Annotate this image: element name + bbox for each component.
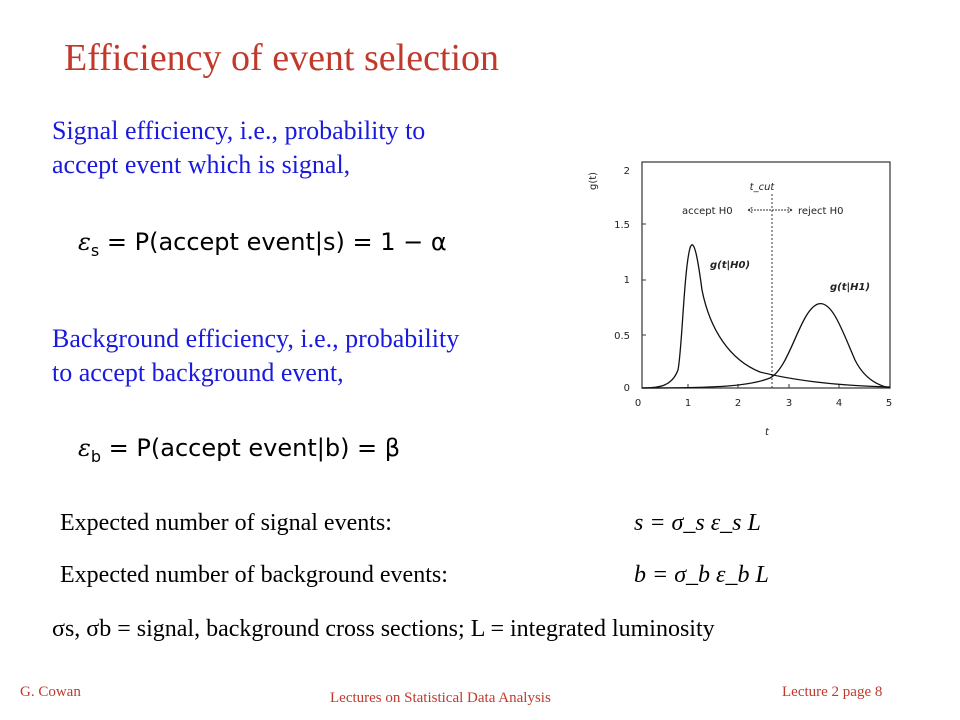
background-text-line1: Background efficiency, i.e., probability: [52, 324, 460, 353]
background-efficiency-equation: [78, 434, 400, 466]
signal-efficiency-text: [52, 114, 425, 182]
x-tick-3: 3: [785, 398, 793, 409]
footer-course: Lectures on Statistical Data Analysis: [330, 690, 551, 706]
footer-author: G. Cowan: [20, 684, 81, 700]
x-tick-5: 5: [885, 398, 893, 409]
x-tick-4: 4: [835, 398, 843, 409]
y-axis-label: g(t): [588, 171, 599, 190]
eq-rhs: = P(accept event|b) = β: [101, 434, 401, 462]
y-tick-0-5: 0.5: [614, 331, 630, 342]
cut-arrow: [748, 207, 792, 213]
expected-background-label: Expected number of background events:: [60, 562, 448, 588]
eps-sub: b: [90, 446, 102, 466]
x-tick-1: 1: [684, 398, 692, 409]
expected-background-formula: b = σ_b ε_b L: [634, 562, 769, 588]
test-statistic-plot: [580, 150, 910, 460]
footer-lecture: Lecture 2 page 8: [782, 684, 883, 700]
g-h1-label: g(t|H1): [830, 282, 871, 293]
signal-text-line2: accept event which is signal,: [52, 150, 351, 179]
accept-h0-label: accept H0: [682, 206, 733, 217]
reject-h0-label: reject H0: [798, 206, 844, 217]
eps-sub: s: [90, 240, 100, 260]
signal-efficiency-equation: [78, 228, 447, 260]
expected-signal-formula: s = σ_s ε_s L: [634, 510, 761, 536]
g-h0-label: g(t|H0): [710, 260, 751, 271]
cross-section-line: σs, σb = signal, background cross sections; L = integrated luminosity: [52, 616, 715, 642]
background-efficiency-text: [52, 322, 459, 390]
eps-symbol: ε: [78, 228, 91, 256]
eq-rhs: = P(accept event|s) = 1 − α: [99, 228, 447, 256]
x-tick-0: 0: [634, 398, 642, 409]
expected-signal-label: Expected number of signal events:: [60, 510, 392, 536]
signal-text-line1: Signal efficiency, i.e., probability to: [52, 116, 426, 145]
y-tick-1-5: 1.5: [614, 220, 630, 231]
y-tick-2: 2: [623, 166, 630, 177]
curve-g-h1: [642, 304, 890, 388]
t-cut-label: t_cut: [749, 182, 775, 193]
x-tick-2: 2: [734, 398, 742, 409]
page-title: Efficiency of event selection: [64, 37, 500, 79]
y-tick-0: 0: [623, 383, 630, 394]
eps-symbol: ε: [78, 434, 91, 462]
y-tick-1: 1: [623, 275, 630, 286]
curve-g-h0: [642, 245, 890, 388]
x-axis-label: t: [765, 427, 769, 438]
background-text-line2: to accept background event,: [52, 358, 344, 387]
